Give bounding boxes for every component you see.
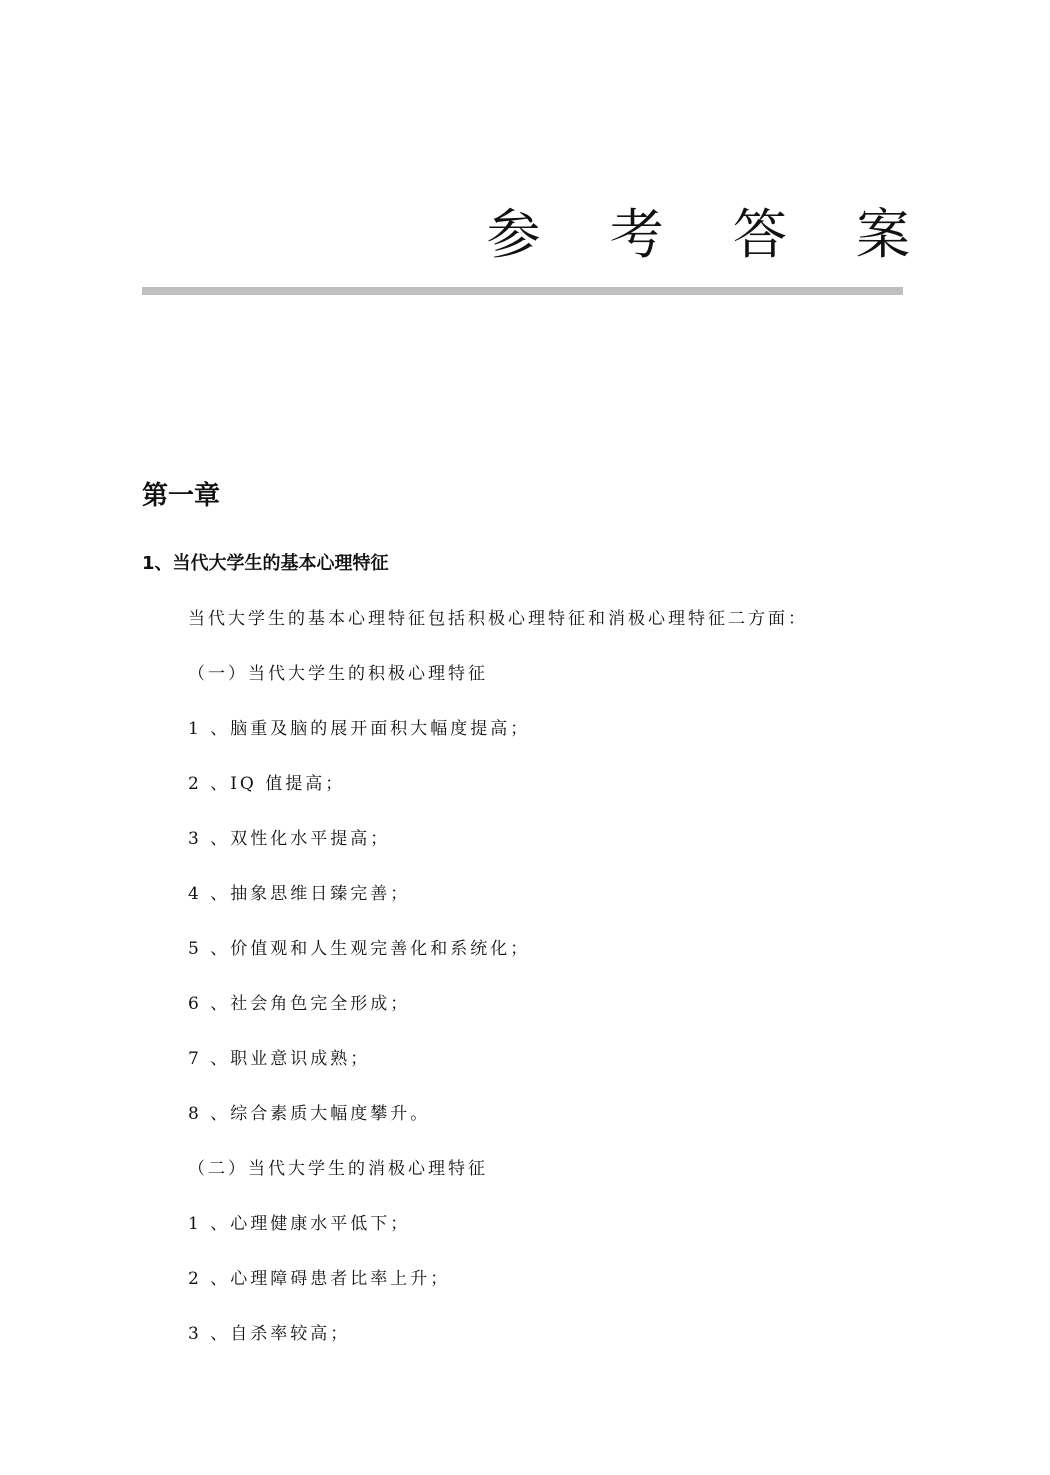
list-item: 8 、综合素质大幅度攀升。 xyxy=(188,1104,431,1124)
list-item: 1 、心理健康水平低下； xyxy=(188,1214,411,1234)
list-item: 1 、脑重及脑的展开面积大幅度提高； xyxy=(188,719,531,739)
list-item: 6 、社会角色完全形成； xyxy=(188,994,411,1014)
page-title: 参 考 答 案 xyxy=(486,203,936,266)
list-item: 2 、心理障碍患者比率上升； xyxy=(188,1269,451,1289)
list-item: 5 、价值观和人生观完善化和系统化； xyxy=(188,939,531,959)
list-item: 7 、职业意识成熟； xyxy=(188,1049,371,1069)
intro-paragraph: 当代大学生的基本心理特征包括积极心理特征和消极心理特征二方面： xyxy=(188,609,808,629)
positive-heading: （一）当代大学生的积极心理特征 xyxy=(188,664,488,684)
list-item: 4 、抽象思维日臻完善； xyxy=(188,884,411,904)
list-item: 3 、自杀率较高； xyxy=(188,1324,351,1344)
list-item: 3 、双性化水平提高； xyxy=(188,829,391,849)
negative-heading: （二）当代大学生的消极心理特征 xyxy=(188,1159,488,1179)
list-item: 2 、IQ 值提高； xyxy=(188,774,346,794)
title-rule xyxy=(142,287,903,295)
chapter-heading: 第一章 xyxy=(142,481,221,511)
section-heading: 1、当代大学生的基本心理特征 xyxy=(142,553,389,574)
